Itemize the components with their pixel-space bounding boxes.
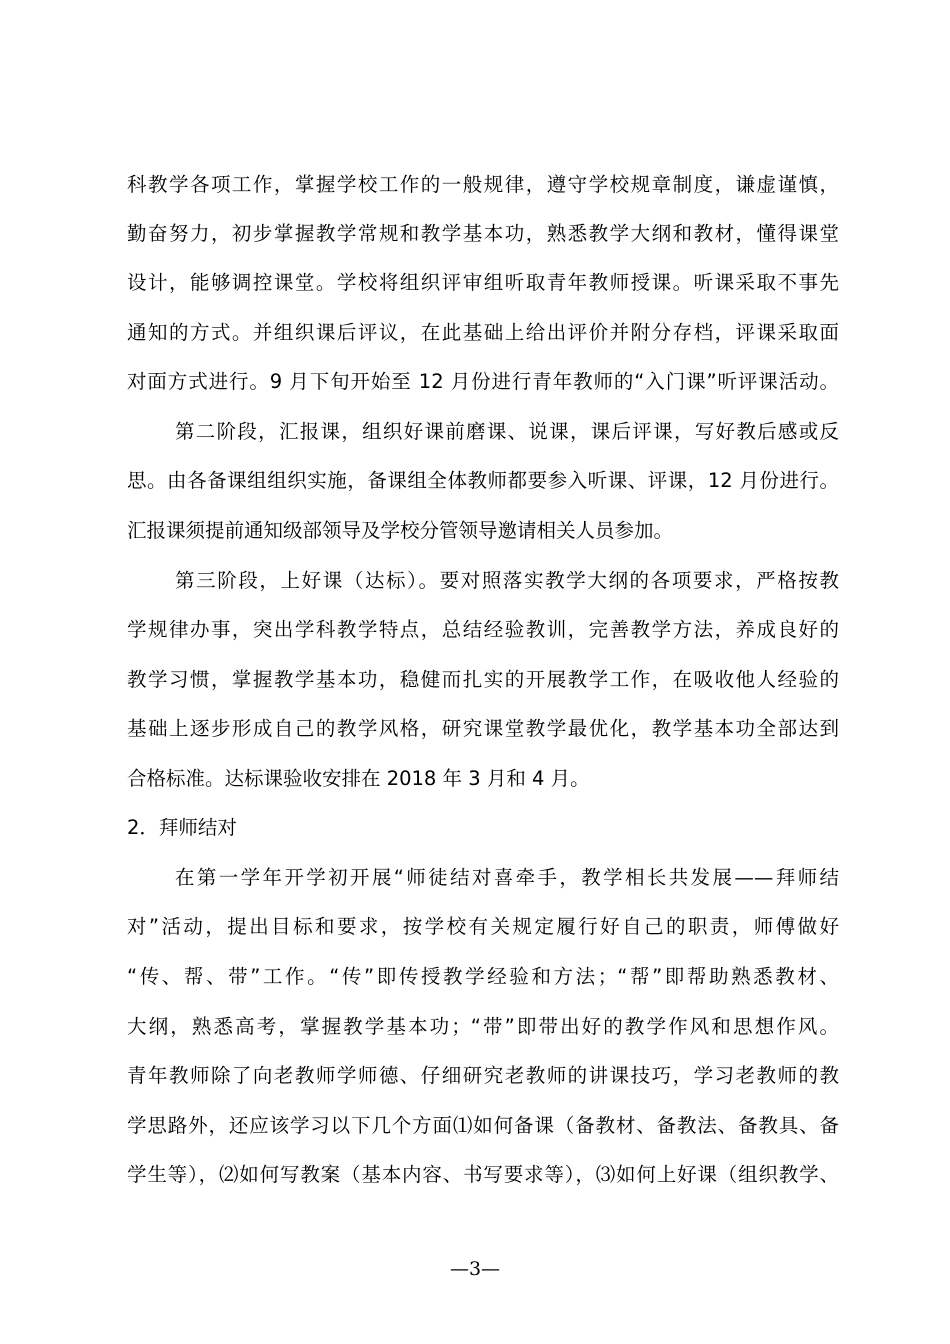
text-line: 勤奋努力，初步掌握教学常规和教学基本功，熟悉教学大纲和教材，懂得课堂 [127, 222, 839, 245]
page-number: —3— [449, 1258, 501, 1280]
text-line: 思。由各备课组组织实施，备课组全体教师都要参入听课、评课，12 月份进行。 [127, 469, 839, 492]
text-line: 科教学各项工作，掌握学校工作的一般规律，遵守学校规章制度，谦虚谨慎， [127, 173, 839, 196]
text-line: 设计，能够调控课堂。学校将组织评审组听取青年教师授课。听课采取不事先 [127, 271, 839, 294]
text-line: 大纲，熟悉高考，掌握教学基本功；“带”即带出好的教学作风和思想作风。 [127, 1015, 839, 1038]
text-line: 教学习惯，掌握教学基本功，稳健而扎实的开展教学工作，在吸收他人经验的 [127, 668, 839, 691]
text-line: 学生等），⑵如何写教案（基本内容、书写要求等），⑶如何上好课（组织教学、 [127, 1163, 839, 1186]
text-line: 通知的方式。并组织课后评议，在此基础上给出评价并附分存档，评课采取面 [127, 321, 839, 344]
text-line: 学思路外，还应该学习以下几个方面⑴如何备课（备教材、备教法、备教具、备 [127, 1114, 839, 1137]
text-line: “传、帮、带”工作。“传”即传授教学经验和方法；“帮”即帮助熟悉教材、 [127, 965, 839, 988]
text-line: 合格标准。达标课验收安排在 2018 年 3 月和 4 月。 [127, 767, 590, 790]
text-line: 在第一学年开学初开展“师徒结对喜牵手，教学相长共发展——拜师结 [175, 866, 839, 889]
text-line: 青年教师除了向老教师学师德、仔细研究老教师的讲课技巧，学习老教师的教 [127, 1064, 839, 1087]
text-line: 对面方式进行。9 月下旬开始至 12 月份进行青年教师的“入门课”听评课活动。 [127, 370, 839, 393]
text-line: 学规律办事，突出学科教学特点，总结经验教训，完善教学方法，养成良好的 [127, 618, 839, 641]
text-line: 对”活动，提出目标和要求，按学校有关规定履行好自己的职责，师傅做好 [127, 915, 839, 938]
text-line: 第三阶段，上好课（达标）。要对照落实教学大纲的各项要求，严格按教 [175, 569, 839, 592]
text-line: 第二阶段，汇报课，组织好课前磨课、说课，课后评课，写好教后感或反 [175, 420, 839, 443]
text-line: 基础上逐步形成自己的教学风格，研究课堂教学最优化，教学基本功全部达到 [127, 717, 839, 740]
section-heading: 2．拜师结对 [127, 816, 237, 839]
text-line: 汇报课须提前通知级部领导及学校分管领导邀请相关人员参加。 [127, 519, 674, 542]
